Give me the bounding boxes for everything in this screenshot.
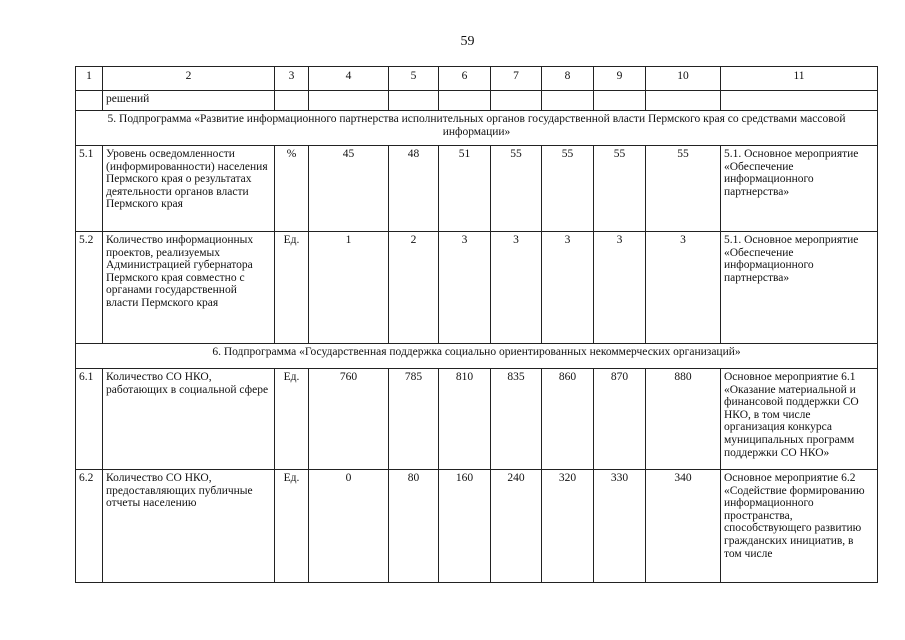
indicators-table — [75, 66, 878, 583]
value-cell: 55 — [594, 146, 646, 232]
column-number: 5 — [389, 67, 439, 91]
unit-cell: Ед. — [275, 232, 309, 344]
row-number: 5.1 — [76, 146, 103, 232]
measure-cell: 5.1. Основное мероприятие «Обеспечение информационного партнерства» — [721, 146, 878, 232]
column-number-row — [76, 67, 878, 91]
subprogram-title: 6. Подпрограмма «Государственная поддержка социально ориентированных некоммерческих организаций» — [76, 344, 878, 369]
section-row — [76, 344, 878, 369]
value-cell: 330 — [594, 470, 646, 583]
value-cell: 760 — [309, 369, 389, 470]
column-number: 7 — [491, 67, 542, 91]
row-number: 6.1 — [76, 369, 103, 470]
column-number: 11 — [721, 67, 878, 91]
column-number: 8 — [542, 67, 594, 91]
value-cell: 55 — [542, 146, 594, 232]
unit-cell: % — [275, 146, 309, 232]
value-cell: 3 — [439, 232, 491, 344]
value-cell: 880 — [646, 369, 721, 470]
indicator-name: Количество СО НКО, предоставляющих публичные отчеты населению — [103, 470, 275, 583]
column-number: 6 — [439, 67, 491, 91]
table-row — [76, 470, 878, 583]
row-number: 6.2 — [76, 470, 103, 583]
value-cell: 870 — [594, 369, 646, 470]
column-number: 2 — [103, 67, 275, 91]
value-cell: 340 — [646, 470, 721, 583]
table-row — [76, 146, 878, 232]
value-cell: 240 — [491, 470, 542, 583]
subprogram-title: 5. Подпрограмма «Развитие информационного партнерства исполнительных органов государственной власти Пермского края со средствами массовой информации» — [76, 111, 878, 146]
value-cell: 80 — [389, 470, 439, 583]
value-cell: 48 — [389, 146, 439, 232]
measure-cell: Основное мероприятие 6.1 «Оказание материальной и финансовой поддержки СО НКО, в том числе организация конкурса муниципальных программ поддержки СО НКО» — [721, 369, 878, 470]
value-cell: 860 — [542, 369, 594, 470]
row-number: 5.2 — [76, 232, 103, 344]
column-number: 9 — [594, 67, 646, 91]
measure-cell: 5.1. Основное мероприятие «Обеспечение информационного партнерства» — [721, 232, 878, 344]
value-cell: 2 — [389, 232, 439, 344]
table-row — [76, 232, 878, 344]
column-number: 4 — [309, 67, 389, 91]
value-cell: 835 — [491, 369, 542, 470]
value-cell: 3 — [491, 232, 542, 344]
value-cell: 160 — [439, 470, 491, 583]
value-cell: 3 — [646, 232, 721, 344]
value-cell: 3 — [594, 232, 646, 344]
continuation-row — [76, 91, 878, 111]
value-cell: 810 — [439, 369, 491, 470]
indicator-name: Количество СО НКО, работающих в социальной сфере — [103, 369, 275, 470]
page-number: 59 — [460, 34, 475, 49]
value-cell: 51 — [439, 146, 491, 232]
indicator-name: Уровень осведомленности (информированности) населения Пермского края о результатах деятельности органов власти Пермского края — [103, 146, 275, 232]
value-cell: 55 — [646, 146, 721, 232]
unit-cell: Ед. — [275, 470, 309, 583]
value-cell: 55 — [491, 146, 542, 232]
column-number: 10 — [646, 67, 721, 91]
continuation-text: решений — [103, 91, 275, 111]
value-cell: 320 — [542, 470, 594, 583]
unit-cell: Ед. — [275, 369, 309, 470]
column-number: 1 — [76, 67, 103, 91]
value-cell: 45 — [309, 146, 389, 232]
table-row — [76, 369, 878, 470]
column-number: 3 — [275, 67, 309, 91]
value-cell: 3 — [542, 232, 594, 344]
value-cell: 1 — [309, 232, 389, 344]
value-cell: 785 — [389, 369, 439, 470]
measure-cell: Основное мероприятие 6.2 «Содействие формированию информационного пространства, способствующего развитию гражданских инициатив, в том числе — [721, 470, 878, 583]
indicator-name: Количество информационных проектов, реализуемых Администрацией губернатора Пермского края совместно с органами государственной власти Пермского края — [103, 232, 275, 344]
section-row — [76, 111, 878, 146]
value-cell: 0 — [309, 470, 389, 583]
